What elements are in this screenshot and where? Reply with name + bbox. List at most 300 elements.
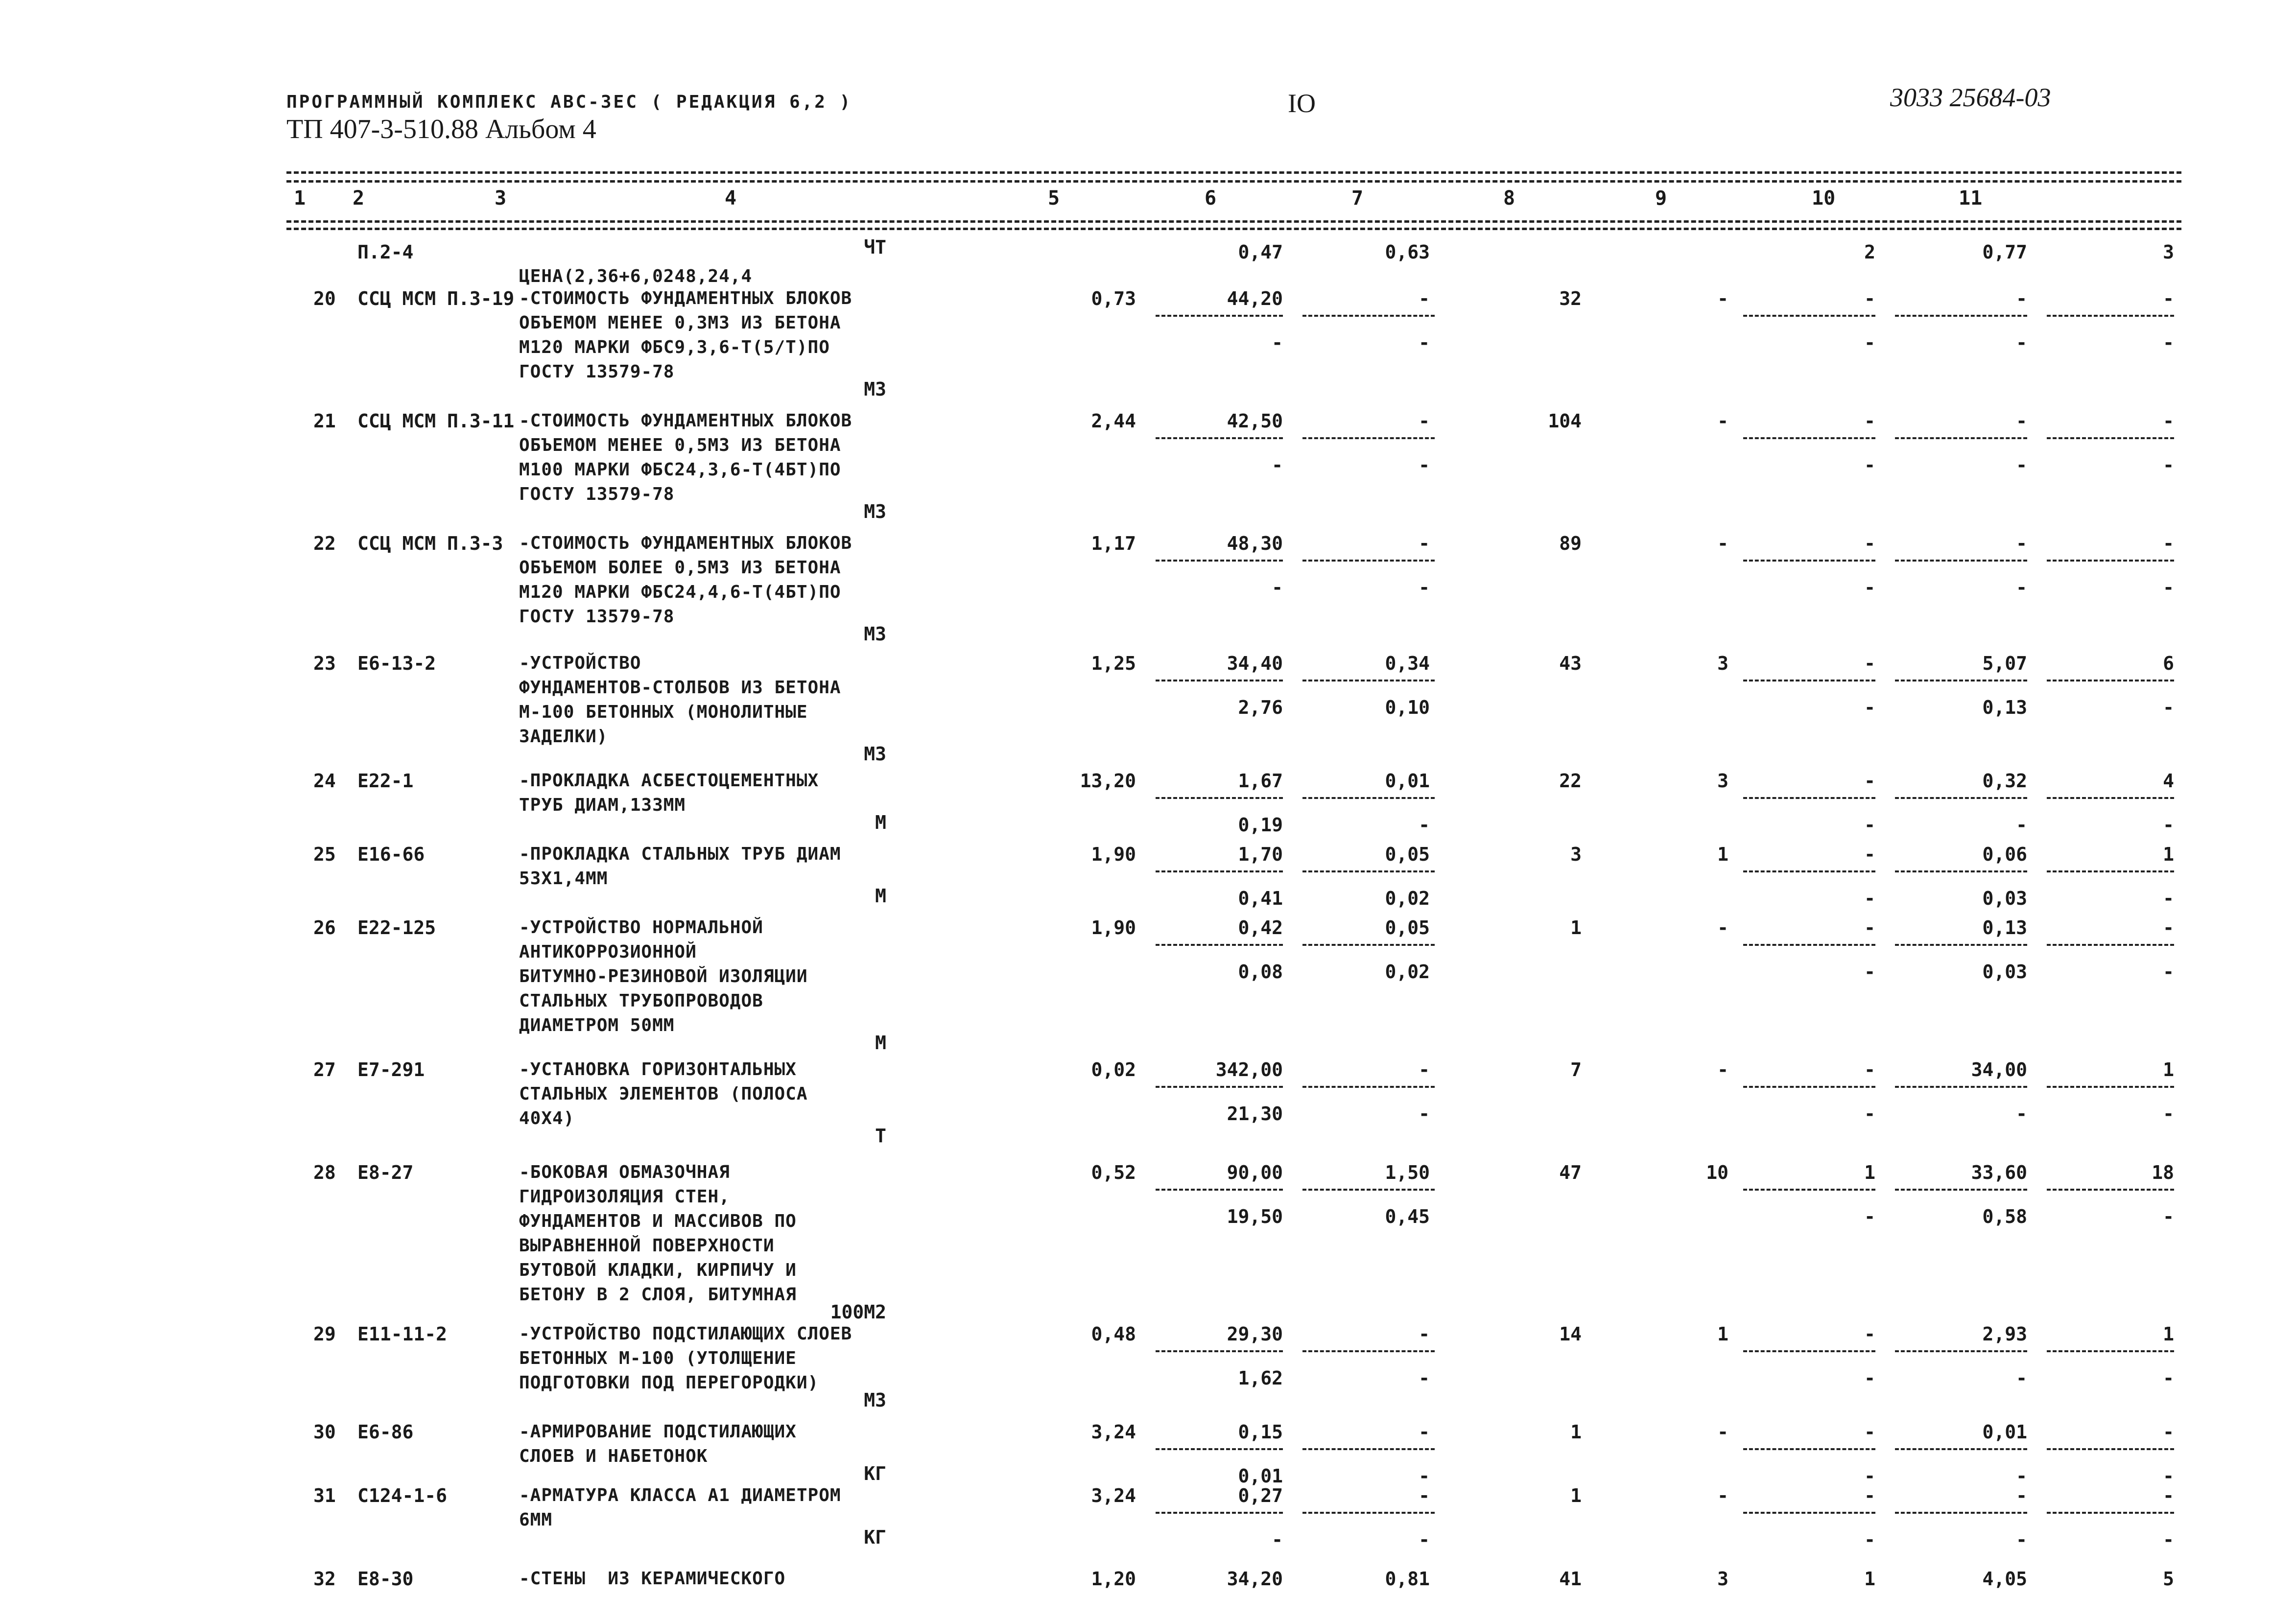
subtotal-separator — [2047, 1350, 2174, 1352]
row-description-line: ГИДРОИЗОЛЯЦИЯ СТЕН, — [519, 1187, 730, 1207]
row-value-c6: 0,63 — [1385, 241, 1430, 263]
row-number: 23 — [313, 653, 336, 674]
row-value-c10: 0,32 — [1982, 770, 2027, 792]
row-value-c4: 2,44 — [1091, 410, 1136, 432]
row-subvalue-c11: - — [2163, 577, 2174, 598]
row-value-c9: - — [1864, 770, 1875, 792]
subtotal-separator — [1302, 1350, 1435, 1352]
subtotal-separator — [1743, 1189, 1875, 1191]
row-subvalue-c10: 0,13 — [1982, 697, 2027, 718]
row-subvalue-c5: 0,41 — [1238, 888, 1283, 909]
row-number: 26 — [313, 917, 336, 939]
row-subvalue-c11: - — [2163, 1367, 2174, 1389]
subtotal-separator — [1743, 560, 1875, 562]
row-subvalue-c5: 1,62 — [1238, 1367, 1283, 1389]
row-unit: М3 — [864, 743, 886, 765]
table-header-rule — [286, 220, 2181, 223]
row-description-line: АНТИКОРРОЗИОННОЙ — [519, 942, 697, 962]
subtotal-separator — [1156, 1448, 1283, 1450]
row-value-c8: - — [1717, 410, 1728, 432]
row-subvalue-c11: - — [2163, 961, 2174, 983]
row-code: Е22-125 — [357, 917, 436, 939]
subtotal-separator — [1156, 437, 1283, 439]
subtotal-separator — [2047, 437, 2174, 439]
row-number: 25 — [313, 844, 336, 865]
row-description-line: ФУНДАМЕНТОВ И МАССИВОВ ПО — [519, 1211, 797, 1231]
row-value-c7: 32 — [1559, 288, 1582, 309]
column-header-10: 10 — [1812, 187, 1836, 210]
row-value-c4: 1,25 — [1091, 653, 1136, 674]
subtotal-separator — [2047, 560, 2174, 562]
row-description-line: -ПРОКЛАДКА АСБЕСТОЦЕМЕНТНЫХ — [519, 771, 819, 791]
row-value-c8: 3 — [1717, 1568, 1728, 1590]
row-value-c11: 6 — [2163, 653, 2174, 674]
row-subvalue-c6: - — [1419, 454, 1430, 476]
subtotal-separator — [1895, 315, 2027, 317]
row-value-c9: - — [1864, 288, 1875, 309]
row-description-line: СЛОЕВ И НАБЕТОНОК — [519, 1446, 708, 1466]
subtotal-separator — [1302, 797, 1435, 799]
subtotal-separator — [2047, 315, 2174, 317]
subtotal-separator — [1743, 1512, 1875, 1514]
row-description-line: М100 МАРКИ ФБС24,3,6-Т(4БТ)ПО — [519, 460, 841, 480]
subtotal-separator — [1743, 944, 1875, 946]
row-value-c4: 1,17 — [1091, 533, 1136, 554]
row-value-c8: 1 — [1717, 1323, 1728, 1345]
subtotal-separator — [1743, 797, 1875, 799]
row-description-line: 53Х1,4ММ — [519, 869, 608, 889]
row-value-c10: 0,01 — [1982, 1421, 2027, 1443]
subtotal-separator — [2047, 944, 2174, 946]
row-subvalue-c9: - — [1864, 1206, 1875, 1227]
row-subvalue-c9: - — [1864, 577, 1875, 598]
column-header-9: 9 — [1655, 187, 1667, 210]
row-value-c9: 1 — [1864, 1568, 1875, 1590]
row-value-c7: 41 — [1559, 1568, 1582, 1590]
row-value-c9: - — [1864, 533, 1875, 554]
row-subvalue-c6: 0,02 — [1385, 961, 1430, 983]
row-code: П.2-4 — [357, 241, 414, 263]
row-subvalue-c10: - — [2016, 1465, 2027, 1487]
subtotal-separator — [2047, 1086, 2174, 1088]
subtotal-separator — [1302, 1512, 1435, 1514]
row-subvalue-c9: - — [1864, 961, 1875, 983]
row-description-line: СТАЛЬНЫХ ЭЛЕМЕНТОВ (ПОЛОСА — [519, 1084, 808, 1104]
row-subvalue-c6: 0,45 — [1385, 1206, 1430, 1227]
row-value-c8: 1 — [1717, 844, 1728, 865]
row-subvalue-c10: 0,58 — [1982, 1206, 2027, 1227]
row-subvalue-c6: - — [1419, 1529, 1430, 1550]
row-subvalue-c11: - — [2163, 1529, 2174, 1550]
row-unit: 100М2 — [830, 1301, 886, 1323]
row-value-c4: 1,90 — [1091, 917, 1136, 939]
row-value-c7: 1 — [1570, 1485, 1582, 1506]
row-value-c10: 2,93 — [1982, 1323, 2027, 1345]
row-subvalue-c10: - — [2016, 1367, 2027, 1389]
subtotal-separator — [1743, 315, 1875, 317]
row-subvalue-c6: - — [1419, 1103, 1430, 1125]
row-code: Е6-86 — [357, 1421, 414, 1443]
row-value-c10: - — [2016, 410, 2027, 432]
row-subvalue-c10: - — [2016, 454, 2027, 476]
row-number: 32 — [313, 1568, 336, 1590]
row-number: 20 — [313, 288, 336, 309]
subtotal-separator — [1743, 1448, 1875, 1450]
column-header-1: 1 — [294, 187, 306, 210]
row-subvalue-c10: - — [2016, 1529, 2027, 1550]
row-code: ССЦ МСМ П.3-19 — [357, 288, 515, 309]
row-value-c6: - — [1419, 1059, 1430, 1080]
row-value-c7: 104 — [1548, 410, 1582, 432]
row-description-line: БУТОВОЙ КЛАДКИ, КИРПИЧУ И — [519, 1260, 797, 1280]
row-code: Е7-291 — [357, 1059, 425, 1080]
row-value-c7: 7 — [1570, 1059, 1582, 1080]
row-subvalue-c10: - — [2016, 332, 2027, 353]
row-unit: М — [875, 812, 886, 833]
row-value-c5: 29,30 — [1227, 1323, 1283, 1345]
column-header-6: 6 — [1205, 187, 1217, 210]
subtotal-separator — [1743, 680, 1875, 681]
row-number: 21 — [313, 410, 336, 432]
row-description-line: ПОДГОТОВКИ ПОД ПЕРЕГОРОДКИ) — [519, 1373, 819, 1393]
column-header-8: 8 — [1503, 187, 1515, 210]
row-value-c5: 34,20 — [1227, 1568, 1283, 1590]
subtotal-separator — [1895, 944, 2027, 946]
subtotal-separator — [1156, 315, 1283, 317]
row-description-line: М-100 БЕТОННЫХ (МОНОЛИТНЫЕ — [519, 702, 808, 722]
subtotal-separator — [1302, 315, 1435, 317]
subtotal-separator — [1302, 437, 1435, 439]
row-value-c10: 0,06 — [1982, 844, 2027, 865]
row-value-c10: 33,60 — [1971, 1162, 2027, 1183]
row-value-c4: 3,24 — [1091, 1485, 1136, 1506]
row-unit: М — [875, 885, 886, 907]
row-value-c5: 34,40 — [1227, 653, 1283, 674]
row-value-c11: 1 — [2163, 844, 2174, 865]
row-subvalue-c9: - — [1864, 814, 1875, 836]
row-value-c7: 89 — [1559, 533, 1582, 554]
column-header-7: 7 — [1351, 187, 1364, 210]
row-value-c5: 0,15 — [1238, 1421, 1283, 1443]
subtotal-separator — [1156, 870, 1283, 872]
row-value-c4: 0,52 — [1091, 1162, 1136, 1183]
subtotal-separator — [1895, 560, 2027, 562]
row-value-c10: - — [2016, 1485, 2027, 1506]
row-description-line: ОБЪЕМОМ МЕНЕЕ 0,5М3 ИЗ БЕТОНА — [519, 435, 841, 455]
row-description-line: -ПРОКЛАДКА СТАЛЬНЫХ ТРУБ ДИАМ — [519, 844, 841, 864]
row-value-c11: 3 — [2163, 241, 2174, 263]
subtotal-separator — [1895, 797, 2027, 799]
column-header-11: 11 — [1959, 187, 1983, 210]
row-value-c9: - — [1864, 1323, 1875, 1345]
row-unit: КГ — [864, 1526, 886, 1548]
row-description-line: БЕТОННЫХ М-100 (УТОЛЩЕНИЕ — [519, 1348, 797, 1368]
row-description-line: -СТОИМОСТЬ ФУНДАМЕНТНЫХ БЛОКОВ — [519, 533, 852, 553]
document-number: 3033 25684-03 — [1890, 83, 2051, 112]
row-subvalue-c10: 0,03 — [1982, 888, 2027, 909]
row-description-line: ФУНДАМЕНТОВ-СТОЛБОВ ИЗ БЕТОНА — [519, 678, 841, 698]
row-unit: Т — [875, 1125, 886, 1147]
row-value-c8: - — [1717, 1485, 1728, 1506]
row-value-c8: - — [1717, 1059, 1728, 1080]
subtotal-separator — [2047, 680, 2174, 681]
row-description-line: ТРУБ ДИАМ,133ММ — [519, 795, 686, 815]
row-value-c6: 0,81 — [1385, 1568, 1430, 1590]
row-value-c4: 0,73 — [1091, 288, 1136, 309]
row-description-line: ДИАМЕТРОМ 50ММ — [519, 1015, 675, 1035]
row-description-line: -БОКОВАЯ ОБМАЗОЧНАЯ — [519, 1162, 730, 1182]
row-value-c7: 47 — [1559, 1162, 1582, 1183]
row-value-c5: 0,27 — [1238, 1485, 1283, 1506]
row-unit: КГ — [864, 1463, 886, 1484]
row-value-c8: - — [1717, 917, 1728, 939]
table-top-rule — [286, 171, 2181, 174]
row-value-c10: 4,05 — [1982, 1568, 2027, 1590]
subtotal-separator — [1302, 944, 1435, 946]
row-value-c6: - — [1419, 410, 1430, 432]
subtotal-separator — [2047, 1448, 2174, 1450]
row-value-c10: 5,07 — [1982, 653, 2027, 674]
row-value-c7: 1 — [1570, 917, 1582, 939]
row-code: ССЦ МСМ П.3-11 — [357, 410, 515, 432]
row-subvalue-c6: - — [1419, 577, 1430, 598]
row-subvalue-c5: - — [1272, 332, 1283, 353]
row-description-line: ГОСТУ 13579-78 — [519, 607, 675, 627]
subtotal-separator — [1895, 437, 2027, 439]
row-description-line: ВЫРАВНЕННОЙ ПОВЕРХНОСТИ — [519, 1236, 775, 1256]
row-code: Е8-27 — [357, 1162, 414, 1183]
subtotal-separator — [2047, 870, 2174, 872]
row-value-c11: - — [2163, 533, 2174, 554]
row-unit: ЧТ — [864, 236, 886, 258]
row-subvalue-c11: - — [2163, 1103, 2174, 1125]
subtotal-separator — [1743, 1350, 1875, 1352]
row-value-c6: 1,50 — [1385, 1162, 1430, 1183]
row-value-c9: - — [1864, 1059, 1875, 1080]
row-value-c4: 0,02 — [1091, 1059, 1136, 1080]
row-subvalue-c5: 2,76 — [1238, 697, 1283, 718]
row-subvalue-c9: - — [1864, 1103, 1875, 1125]
subtotal-separator — [2047, 797, 2174, 799]
row-value-c11: - — [2163, 1485, 2174, 1506]
table-top-rule-2 — [286, 180, 2181, 183]
row-description-line: -СТЕНЫ ИЗ КЕРАМИЧЕСКОГО — [519, 1569, 786, 1589]
row-value-c5: 42,50 — [1227, 410, 1283, 432]
subtotal-separator — [1895, 870, 2027, 872]
subtotal-separator — [1156, 944, 1283, 946]
subtotal-separator — [1302, 870, 1435, 872]
subtotal-separator — [1895, 1086, 2027, 1088]
project-title: ТП 407-3-510.88 Альбом 4 — [286, 114, 596, 144]
row-subvalue-c10: 0,03 — [1982, 961, 2027, 983]
row-subvalue-c9: - — [1864, 1529, 1875, 1550]
row-unit: М3 — [864, 623, 886, 645]
row-value-c5: 1,70 — [1238, 844, 1283, 865]
row-code: Е6-13-2 — [357, 653, 436, 674]
row-value-c9: - — [1864, 653, 1875, 674]
row-subvalue-c6: - — [1419, 1465, 1430, 1487]
row-value-c8: 3 — [1717, 653, 1728, 674]
row-value-c9: - — [1864, 410, 1875, 432]
subtotal-separator — [1895, 1350, 2027, 1352]
row-unit: М3 — [864, 378, 886, 400]
subtotal-separator — [1743, 870, 1875, 872]
subtotal-separator — [1895, 1512, 2027, 1514]
subtotal-separator — [1302, 1448, 1435, 1450]
row-value-c4: 1,90 — [1091, 844, 1136, 865]
row-value-c10: - — [2016, 288, 2027, 309]
row-number: 28 — [313, 1162, 336, 1183]
row-value-c9: - — [1864, 844, 1875, 865]
row-value-c11: 5 — [2163, 1568, 2174, 1590]
row-value-c10: 0,77 — [1982, 241, 2027, 263]
row-description-line: 40Х4) — [519, 1108, 575, 1128]
row-subvalue-c5: 21,30 — [1227, 1103, 1283, 1125]
row-value-c8: - — [1717, 288, 1728, 309]
row-value-c11: 18 — [2152, 1162, 2174, 1183]
subtotal-separator — [1302, 560, 1435, 562]
row-subvalue-c10: - — [2016, 577, 2027, 598]
row-subvalue-c5: - — [1272, 1529, 1283, 1550]
row-unit: М — [875, 1032, 886, 1054]
row-value-c5: 0,47 — [1238, 241, 1283, 263]
row-description-line: ЗАДЕЛКИ) — [519, 727, 608, 747]
row-number: 29 — [313, 1323, 336, 1345]
row-subvalue-c11: - — [2163, 1206, 2174, 1227]
row-unit: М3 — [864, 1389, 886, 1411]
row-code: Е16-66 — [357, 844, 425, 865]
row-subvalue-c10: - — [2016, 1103, 2027, 1125]
row-value-c6: 0,05 — [1385, 917, 1430, 939]
row-description-line: ОБЪЕМОМ МЕНЕЕ 0,3М3 ИЗ БЕТОНА — [519, 313, 841, 333]
row-number: 24 — [313, 770, 336, 792]
row-number: 27 — [313, 1059, 336, 1080]
row-description-line: СТАЛЬНЫХ ТРУБОПРОВОДОВ — [519, 991, 763, 1011]
subtotal-separator — [1302, 1086, 1435, 1088]
row-code: ССЦ МСМ П.3-3 — [357, 533, 503, 554]
row-value-c11: 1 — [2163, 1323, 2174, 1345]
row-value-c11: 4 — [2163, 770, 2174, 792]
row-subvalue-c5: 0,01 — [1238, 1465, 1283, 1487]
row-value-c7: 3 — [1570, 844, 1582, 865]
row-description-line: -УСТРОЙСТВО НОРМАЛЬНОЙ — [519, 917, 763, 938]
program-title: ПРОГРАММНЫЙ КОМПЛЕКС АВС-3ЕС ( РЕДАКЦИЯ 6,2 ) — [286, 92, 852, 112]
table-header-rule-2 — [286, 228, 2181, 230]
row-subvalue-c6: 0,02 — [1385, 888, 1430, 909]
row-subvalue-c11: - — [2163, 888, 2174, 909]
row-value-c6: 0,34 — [1385, 653, 1430, 674]
row-subvalue-c5: - — [1272, 577, 1283, 598]
row-value-c9: 1 — [1864, 1162, 1875, 1183]
row-value-c4: 0,48 — [1091, 1323, 1136, 1345]
row-unit: М3 — [864, 501, 886, 522]
row-value-c6: - — [1419, 1485, 1430, 1506]
row-subvalue-c9: - — [1864, 1465, 1875, 1487]
subtotal-separator — [1156, 680, 1283, 681]
subtotal-separator — [1743, 437, 1875, 439]
row-description-line: ЦЕНА(2,36+6,0248,24,4 — [519, 266, 753, 286]
column-header-4: 4 — [725, 187, 737, 210]
row-description-line: -СТОИМОСТЬ ФУНДАМЕНТНЫХ БЛОКОВ — [519, 288, 852, 308]
subtotal-separator — [1156, 560, 1283, 562]
row-value-c11: - — [2163, 410, 2174, 432]
row-subvalue-c9: - — [1864, 332, 1875, 353]
row-description-line: ГОСТУ 13579-78 — [519, 362, 675, 382]
row-value-c8: - — [1717, 533, 1728, 554]
row-value-c10: 34,00 — [1971, 1059, 2027, 1080]
row-value-c8: 3 — [1717, 770, 1728, 792]
row-subvalue-c9: - — [1864, 1367, 1875, 1389]
row-subvalue-c5: 19,50 — [1227, 1206, 1283, 1227]
row-subvalue-c11: - — [2163, 332, 2174, 353]
row-description-line: ОБЪЕМОМ БОЛЕЕ 0,5М3 ИЗ БЕТОНА — [519, 558, 841, 578]
row-value-c5: 48,30 — [1227, 533, 1283, 554]
row-value-c7: 1 — [1570, 1421, 1582, 1443]
row-subvalue-c5: 0,19 — [1238, 814, 1283, 836]
subtotal-separator — [1743, 1086, 1875, 1088]
row-subvalue-c6: - — [1419, 814, 1430, 836]
subtotal-separator — [1302, 1189, 1435, 1191]
row-description-line: -АРМИРОВАНИЕ ПОДСТИЛАЮЩИХ — [519, 1422, 797, 1442]
row-description-line: -УСТРОЙСТВО ПОДСТИЛАЮЩИХ СЛОЕВ — [519, 1324, 852, 1344]
column-header-3: 3 — [495, 187, 507, 210]
row-value-c6: - — [1419, 533, 1430, 554]
row-description-line: 6ММ — [519, 1510, 553, 1530]
row-value-c4: 13,20 — [1080, 770, 1136, 792]
row-value-c8: - — [1717, 1421, 1728, 1443]
row-code: С124-1-6 — [357, 1485, 448, 1506]
subtotal-separator — [2047, 1189, 2174, 1191]
page-number: IO — [1288, 89, 1316, 118]
row-value-c5: 0,42 — [1238, 917, 1283, 939]
row-value-c7: 14 — [1559, 1323, 1582, 1345]
column-header-2: 2 — [353, 187, 365, 210]
row-number: 31 — [313, 1485, 336, 1506]
row-subvalue-c11: - — [2163, 1465, 2174, 1487]
row-description-line: -АРМАТУРА КЛАССА А1 ДИАМЕТРОМ — [519, 1485, 841, 1505]
row-description-line: БИТУМНО-РЕЗИНОВОЙ ИЗОЛЯЦИИ — [519, 966, 808, 986]
row-code: Е22-1 — [357, 770, 414, 792]
row-subvalue-c5: 0,08 — [1238, 961, 1283, 983]
row-value-c6: 0,05 — [1385, 844, 1430, 865]
row-value-c8: 10 — [1706, 1162, 1728, 1183]
subtotal-separator — [1156, 1512, 1283, 1514]
row-value-c5: 1,67 — [1238, 770, 1283, 792]
row-value-c7: 43 — [1559, 653, 1582, 674]
subtotal-separator — [1156, 1350, 1283, 1352]
row-value-c10: 0,13 — [1982, 917, 2027, 939]
row-subvalue-c9: - — [1864, 888, 1875, 909]
row-description-line: ГОСТУ 13579-78 — [519, 484, 675, 504]
row-code: Е8-30 — [357, 1568, 414, 1590]
row-value-c9: 2 — [1864, 241, 1875, 263]
row-value-c10: - — [2016, 533, 2027, 554]
subtotal-separator — [1156, 797, 1283, 799]
row-subvalue-c6: - — [1419, 332, 1430, 353]
row-description-line: БЕТОНУ В 2 СЛОЯ, БИТУМНАЯ — [519, 1285, 797, 1305]
row-subvalue-c6: 0,10 — [1385, 697, 1430, 718]
row-value-c7: 22 — [1559, 770, 1582, 792]
subtotal-separator — [1302, 680, 1435, 681]
subtotal-separator — [1895, 1189, 2027, 1191]
subtotal-separator — [1895, 680, 2027, 681]
subtotal-separator — [1156, 1189, 1283, 1191]
row-value-c11: - — [2163, 288, 2174, 309]
row-value-c11: - — [2163, 1421, 2174, 1443]
row-subvalue-c11: - — [2163, 454, 2174, 476]
row-number: 30 — [313, 1421, 336, 1443]
row-value-c5: 342,00 — [1215, 1059, 1283, 1080]
